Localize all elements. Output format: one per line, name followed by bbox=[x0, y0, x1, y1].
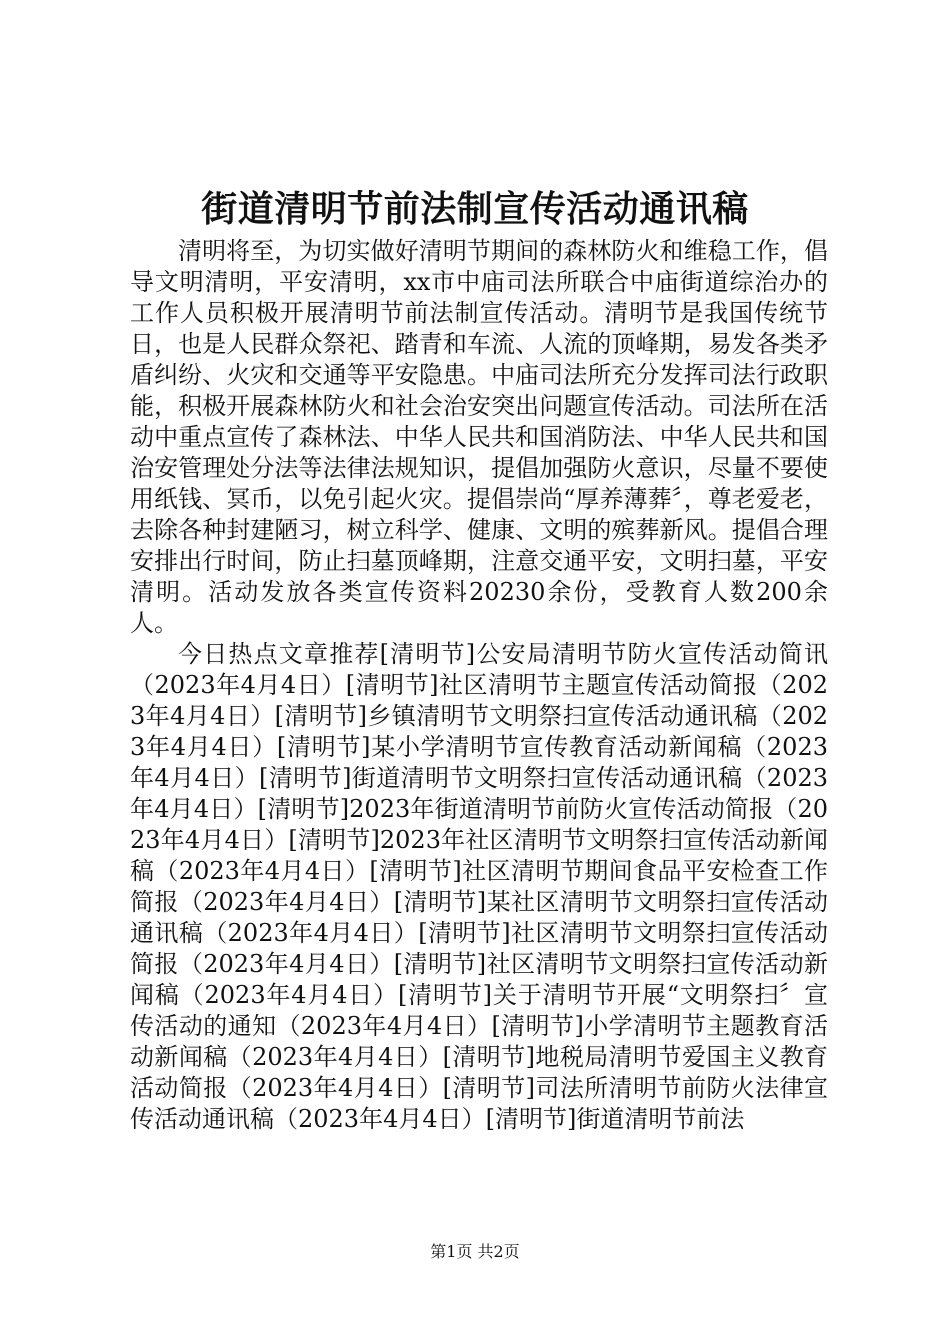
page-footer: 第1页 共2页 bbox=[430, 1242, 520, 1261]
document-body bbox=[130, 236, 828, 1135]
paragraph-recommendations: 今日热点文章推荐[清明节]公安局清明节防火宣传活动简讯（2023年4月4日）[清明节]社区清明节主题宣传活动简报（2023年4月4日）[清明节]乡镇清明节文明祭扫宣传活动通讯稿（2023年4月4日）[清明节]某小学清明节宣传教育活动新闻稿（2023年4月4日）[清明节]街道清明节文明祭扫宣传活动通讯稿（2023年4月4日）[清明节]2023年街道清明节前防火宣传活动简报（2023年4月4日）[清明节]2023年社区清明节文明祭扫宣传活动新闻稿（2023年4月4日）[清明节]社区清明节期间食品平安检查工作简报（2023年4月4日）[清明节]某社区清明节文明祭扫宣传活动通讯稿（2023年4月4日）[清明节]社区清明节文明祭扫宣传活动简报（2023年4月4日）[清明节]社区清明节文明祭扫宣传活动新闻稿（2023年4月4日）[清明节]关于清明节开展“文明祭扫〞宣传活动的通知（2023年4月4日）[清明节]小学清明节主题教育活动新闻稿（2023年4月4日）[清明节]地税局清明节爱国主义教育活动简报（2023年4月4日）[清明节]司法所清明节前防火法律宣传活动通讯稿（2023年4月4日）[清明节]街道清明节前法 bbox=[130, 640, 828, 1133]
document-title: 街道清明节前法制宣传活动通讯稿 bbox=[201, 188, 749, 230]
paragraph-main: 清明将至，为切实做好清明节期间的森林防火和维稳工作，倡导文明清明，平安清明，xx市中庙司法所联合中庙街道综治办的工作人员积极开展清明节前法制宣传活动。清明节是我国传统节日，也是人民群众祭祀、踏青和车流、人流的顶峰期，易发各类矛盾纠纷、火灾和交通等平安隐患。中庙司法所充分发挥司法行政职能，积极开展森林防火和社会治安突出问题宣传活动。司法所在活动中重点宣传了森林法、中华人民共和国消防法、中华人民共和国治安管理处分法等法律法规知识，提倡加强防火意识，尽量不要使用纸钱、冥币，以免引起火灾。提倡崇尚“厚养薄葬〞，尊老爱老，去除各种封建陋习，树立科学、健康、文明的殡葬新风。提倡合理安排出行时间，防止扫墓顶峰期，注意交通平安，文明扫墓，平安清明。活动发放各类宣传资料20230余份，受教育人数200余人。 bbox=[130, 237, 828, 637]
